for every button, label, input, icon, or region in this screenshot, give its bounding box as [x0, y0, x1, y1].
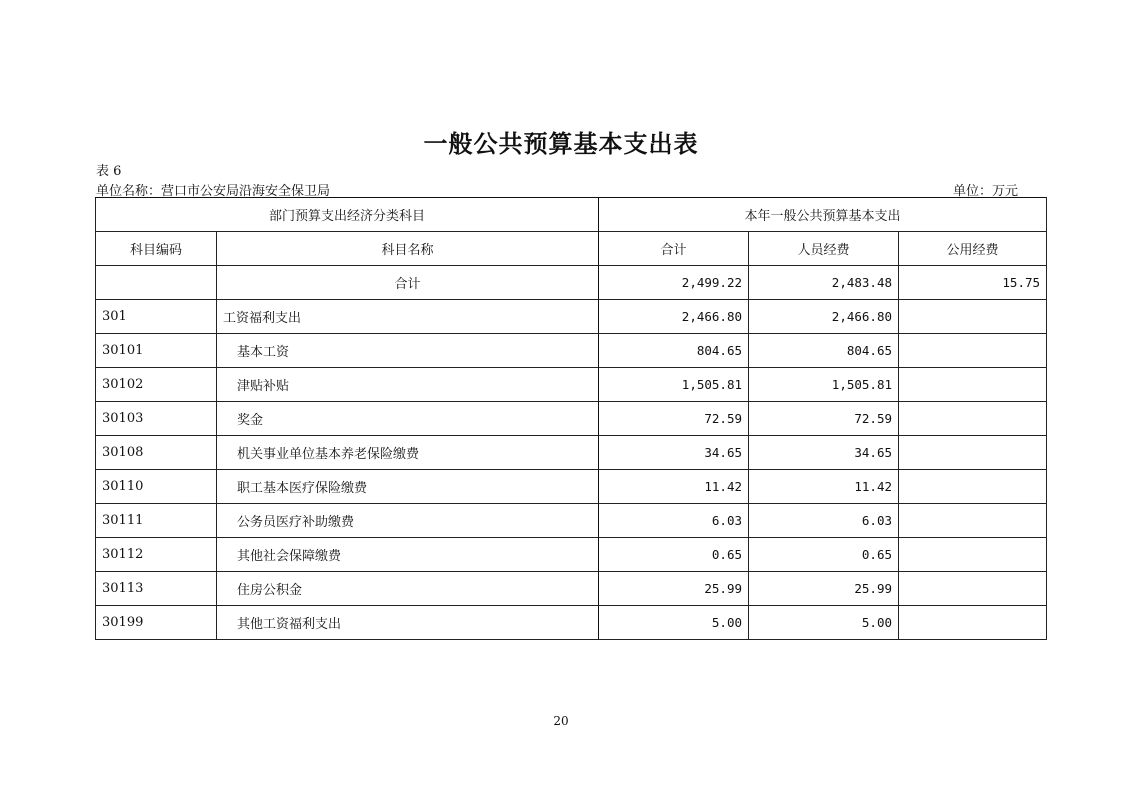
table-row	[96, 402, 1047, 436]
header-total: 合计	[599, 232, 749, 266]
header-code: 科目编码	[96, 232, 217, 266]
row-name: 住房公积金	[217, 572, 599, 606]
row-code: 30102	[96, 368, 217, 402]
row-name: 其他社会保障缴费	[217, 538, 599, 572]
header-personnel: 人员经费	[749, 232, 899, 266]
total-public: 15.75	[899, 266, 1047, 300]
total-label: 合计	[217, 266, 599, 300]
table-row	[96, 334, 1047, 368]
row-public	[899, 538, 1047, 572]
row-code: 30101	[96, 334, 217, 368]
table-number: 表 6	[96, 164, 122, 179]
row-public	[899, 402, 1047, 436]
row-name: 职工基本医疗保险缴费	[217, 470, 599, 504]
row-personnel: 34.65	[749, 436, 899, 470]
row-total: 25.99	[599, 572, 749, 606]
total-row	[96, 266, 1047, 300]
budget-table	[95, 197, 1047, 640]
row-name: 其他工资福利支出	[217, 606, 599, 640]
row-name: 公务员医疗补助缴费	[217, 504, 599, 538]
row-public	[899, 300, 1047, 334]
total-amount: 2,499.22	[599, 266, 749, 300]
row-total: 34.65	[599, 436, 749, 470]
header-row-group	[96, 198, 1047, 232]
header-left-group: 部门预算支出经济分类科目	[96, 198, 599, 232]
total-personnel: 2,483.48	[749, 266, 899, 300]
row-code: 30108	[96, 436, 217, 470]
row-public	[899, 470, 1047, 504]
header-public: 公用经费	[899, 232, 1047, 266]
table-row	[96, 368, 1047, 402]
row-total: 5.00	[599, 606, 749, 640]
row-total: 11.42	[599, 470, 749, 504]
header-row-columns	[96, 232, 1047, 266]
row-name: 奖金	[217, 402, 599, 436]
row-code: 30112	[96, 538, 217, 572]
row-public	[899, 504, 1047, 538]
row-personnel: 6.03	[749, 504, 899, 538]
row-personnel: 72.59	[749, 402, 899, 436]
row-total: 1,505.81	[599, 368, 749, 402]
row-personnel: 1,505.81	[749, 368, 899, 402]
row-personnel: 25.99	[749, 572, 899, 606]
row-total: 804.65	[599, 334, 749, 368]
row-personnel: 0.65	[749, 538, 899, 572]
row-public	[899, 368, 1047, 402]
table-row	[96, 538, 1047, 572]
currency-unit: 单位：万元	[952, 184, 1018, 199]
row-code: 30113	[96, 572, 217, 606]
row-total: 2,466.80	[599, 300, 749, 334]
row-personnel: 11.42	[749, 470, 899, 504]
row-personnel: 804.65	[749, 334, 899, 368]
unit-name: 单位名称：营口市公安局沿海安全保卫局	[96, 184, 331, 199]
row-code: 30199	[96, 606, 217, 640]
row-public	[899, 606, 1047, 640]
table-row	[96, 436, 1047, 470]
row-personnel: 2,466.80	[749, 300, 899, 334]
row-name: 津贴补贴	[217, 368, 599, 402]
row-name: 机关事业单位基本养老保险缴费	[217, 436, 599, 470]
row-total: 6.03	[599, 504, 749, 538]
row-total: 0.65	[599, 538, 749, 572]
table-row	[96, 504, 1047, 538]
row-code: 30103	[96, 402, 217, 436]
table-row	[96, 300, 1047, 334]
row-personnel: 5.00	[749, 606, 899, 640]
row-public	[899, 436, 1047, 470]
row-code: 30111	[96, 504, 217, 538]
table-row	[96, 572, 1047, 606]
header-name: 科目名称	[217, 232, 599, 266]
row-name: 基本工资	[217, 334, 599, 368]
page-number: 20	[553, 714, 569, 728]
row-total: 72.59	[599, 402, 749, 436]
row-code: 30110	[96, 470, 217, 504]
table-row	[96, 606, 1047, 640]
row-public	[899, 572, 1047, 606]
header-right-group: 本年一般公共预算基本支出	[599, 198, 1047, 232]
total-code	[96, 266, 217, 300]
row-code: 301	[96, 300, 217, 334]
row-name: 工资福利支出	[217, 300, 599, 334]
row-public	[899, 334, 1047, 368]
page-title: 一般公共预算基本支出表	[423, 130, 699, 158]
table-row	[96, 470, 1047, 504]
